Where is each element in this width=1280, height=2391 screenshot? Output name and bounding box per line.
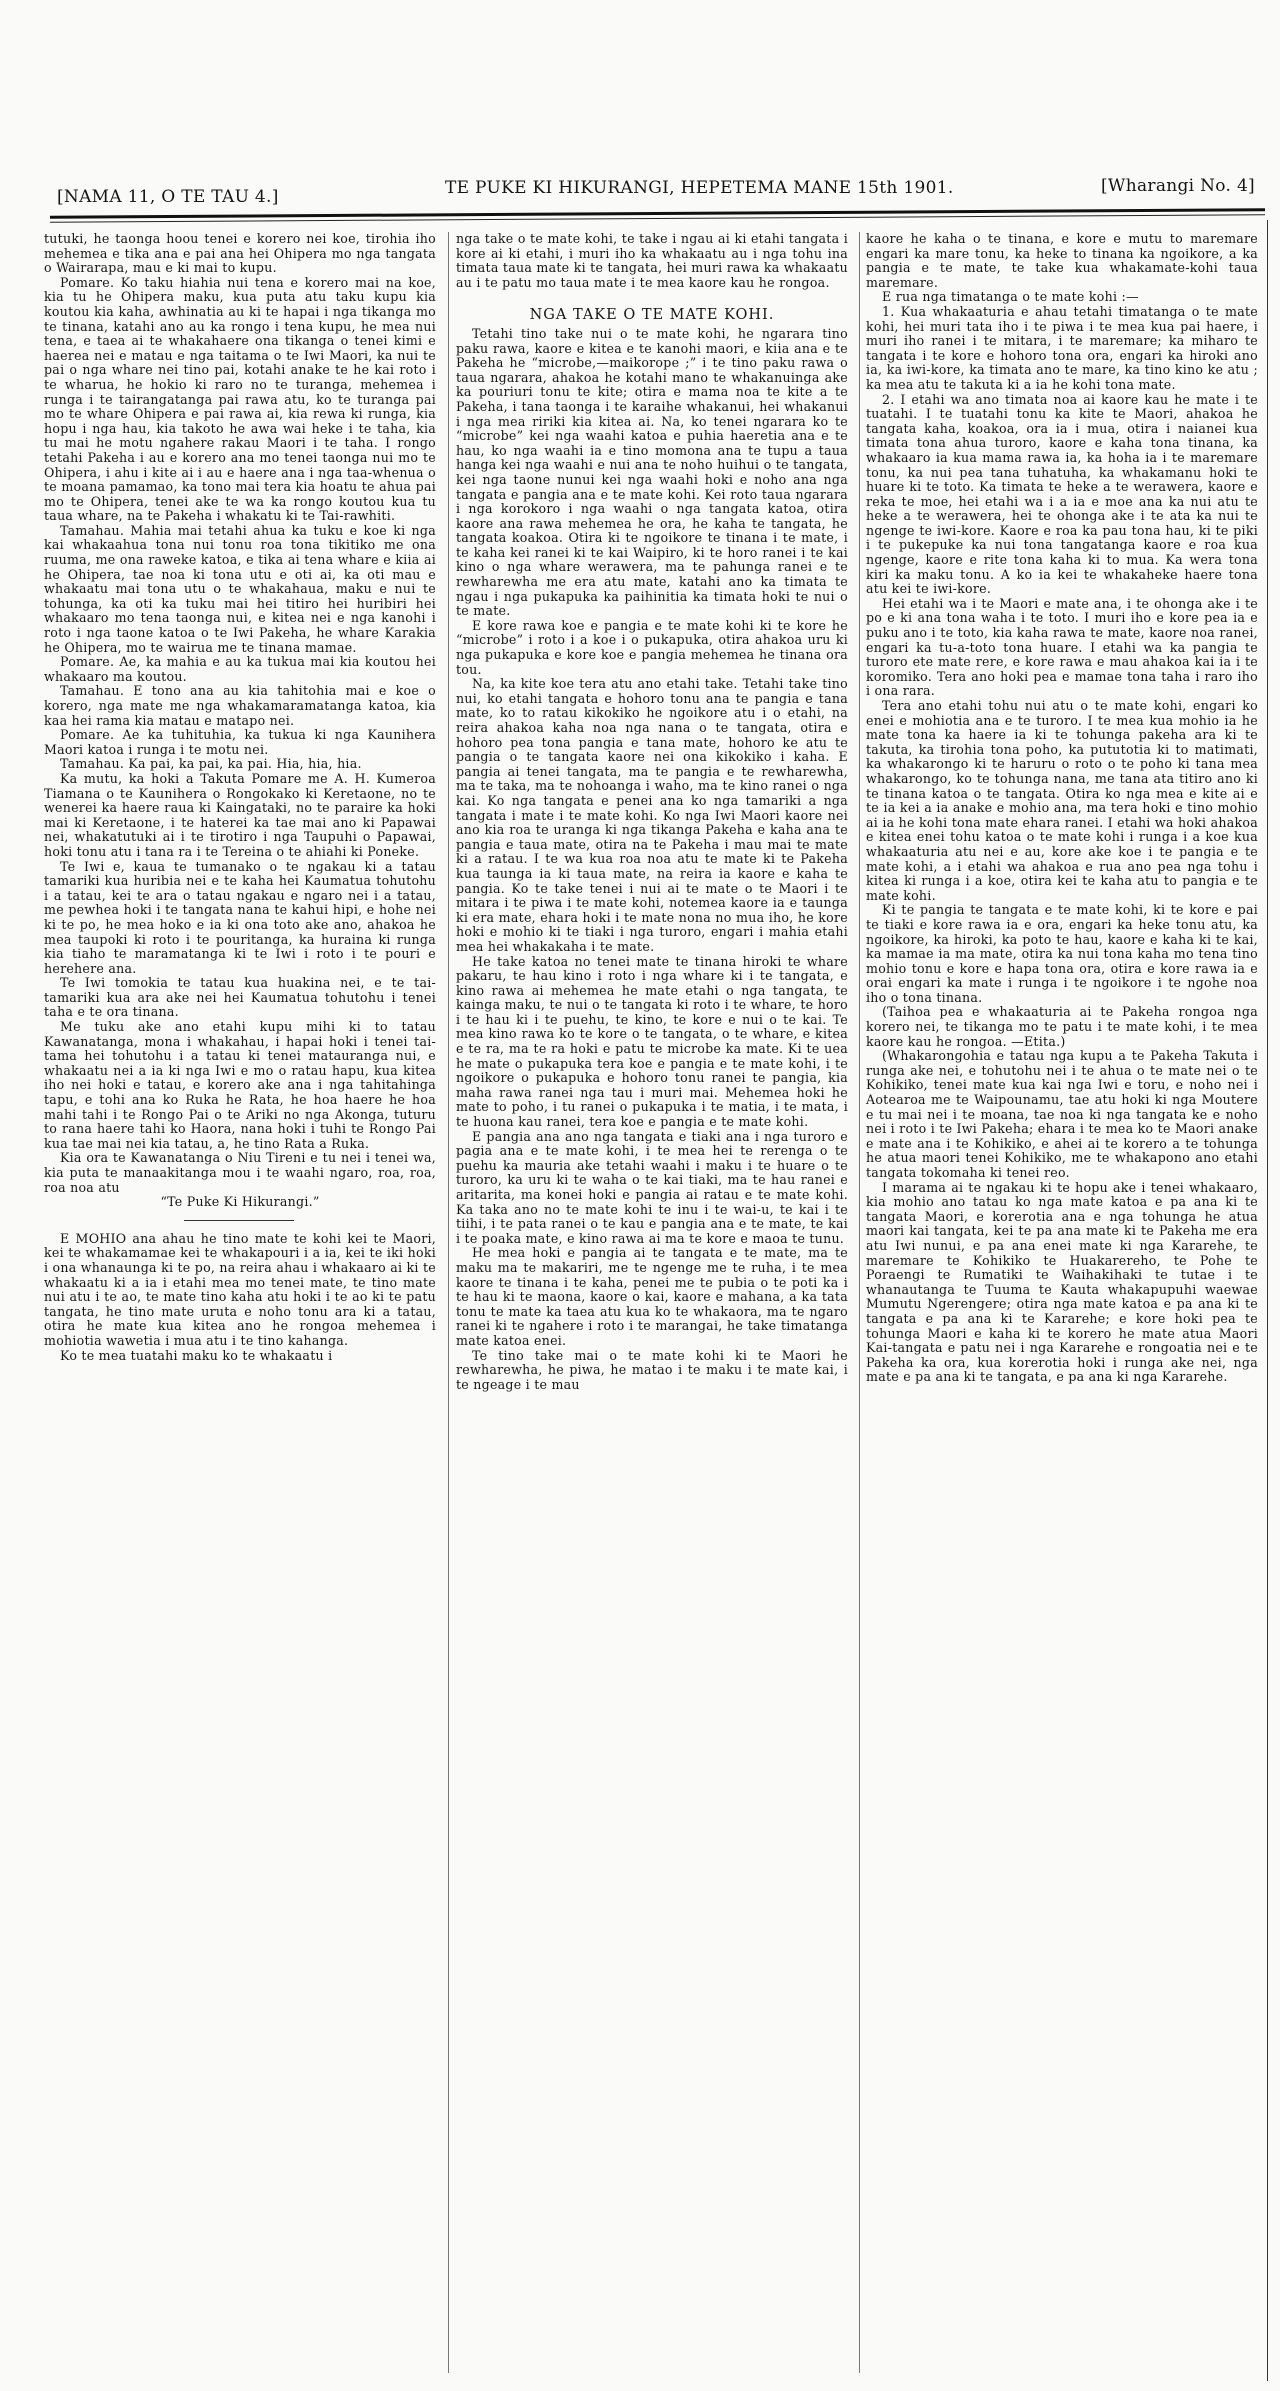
newspaper-title-date: TE PUKE KI HIKURANGI, HEPETEMA MANE 15th 1901. [445,178,954,198]
article-paragraph: Tamahau. Mahia mai tetahi ahua ka tuku e koe ki nga kai whakaahua tona nui tonu roa tona tikitiko me ona ruuma, me ona raweke katoa, e tika ai tena whare e kiia ai he Ohipera, tae noa ki tona utu e oti ai, ka oti mau e whakaatu mai tona utu o te whakahaua, maku e nui te tohunga, ka oti ka tuku mai hei titiro hei huribiri hei whakaaro mo tena taonga nui, e kitea nei e nga kanohi i roto i nga taone katoa o te Iwi Pakeha, he whare Karakia he Ohipera, mo te wairua me te tinana mamae. [44,522,436,655]
signature: “Te Puke Ki Hikurangi.” [160,1194,320,1210]
column-divider [859,232,860,2373]
masthead [45,178,1260,208]
article-paragraph: He take katoa no tenei mate te tinana hiroki te whare pakaru, te hau kino i roto i nga whare ki i te tangata, e kino rawa ai mehemea he mate etahi o nga tangata, te kainga maku, te nui o te tangata ki roto i te whare, te horo i te hau ki i te puehu, te kino, te kore e nui o te kai. Te mea kino rawa ko te kore o te tangata, o te whare, e kitea e te ra, ma te ra hoki e patu te microbe ka mate. Ki te uea he mate o pukapuka tera koe e pangia e te mate kohi, i te ngoikore o pukapuka e hohoro tonu ranei te pangia, kia maha rawa ranei nga tau i muri mai. Mehemea hoki he mate to poho, i tu ranei o pukapuka i te matia, i te mata, i te huona kau ranei, tera koe e pangia e te mate kohi. [456,953,848,1130]
article-paragraph: 2. I etahi wa ano timata noa ai kaore kau he mate i te tuatahi. I te tuatahi tonu ka kite te Maori, ahakoa he tangata kaha, koakoa, ora ia i mua, otira i naianei kua timata tona ahua turoro, kaore e kaha tona tinana, ka whakaaro ia kua mama rawa ia, ka hoha ia i te maremare tonu, ka nui pea tana tuhatuha, ka whakamanu hoki te huare ki te toto. Ka timata te heke a te werawera, kaore e reka te moe, hei etahi wa i a ia e moe ana ka nui atu te heke a te werawera, hei te ohonga ake i te ata ka nui te ngenge te iwi-kore. Kaore e roa ka pau tona hau, ki te piki i te pukepuke ka nui tona tangatanga kaore e roa kua ngenge, kaore e rite tona kaha ki to mua. Ka wera tona kiri ka maku tonu. A ko ia kei te whakaheke haere tona atu kei te iwi-kore. [866,391,1258,597]
article-paragraph: Te Iwi e, kaua te tumanako o te ngakau ki a tatau tamariki kua huribia nei e te kaha hei Kaumatua tohutohu i a tatau, kei te ara o tatau ngakau e ngaro nei i a tatau, me pewhea hoki i te tangata nana te kahui hipi, e hohe nei ki te po, he mea hoko e ia ki ona toto ake ano, ahakoa he mea taupoki ki roto i te pouritanga, ka huraina ki runga kia tiaho te maramatanga ki te Iwi i roto i te pouri e herehere ana. [44,858,436,976]
article-paragraph: Pomare. Ko taku hiahia nui tena e korero mai na koe, kia tu he Ohipera maku, kua puta atu taku kupu kia koutou kia kaha, awhinatia au ki te hapai i nga tikanga mo te tinana, katahi ano au ka rongo i tena kupu, he mea nui tena, e taea ai te whakahaere ona tikanga o tenei kimi e haerea nei e matau e nga taitama o te Iwi Maori, ka nui te pai o nga whare nei tino pai, kotahi anake te he kai roto i te wharua, he hokio ki raro no te turanga, mehemea i runga i te tairangatanga pai rawa atu, ko te turanga pai mo te whare Ohipera e pai rawa ai, kia rewa ki runga, kia hopu i nga hau, kia takoto he awa wai heke i te taha, kia tu mai he motu ngahere rakau Maori i te taha. I rongo tetahi Pakeha i au e korero ana mo tenei taonga nui mo te Ohipera, i ahu i kite ai i au e haere ana i nga taa-whenua o te moana pamamao, ka tono mai tera kia hoatu te ahua pai mo te Ohipera, tenei ake te wa ka rongo koutou kua tu taua whare, na te Pakeha i whakatu ki te Tai-rawhiti. [44,274,436,524]
issue-number: [NAMA 11, O TE TAU 4.] [57,187,279,207]
article-paragraph: E kore rawa koe e pangia e te mate kohi ki te kore he “microbe” i roto i a koe i o pukapuka, otira ahakoa uru ki nga pukapuka e kore koe e pangia mehemea he tinana ora tou. [456,617,848,677]
article-paragraph: 1. Kua whakaaturia e ahau tetahi timatanga o te mate kohi, hei muri tata iho i te piwa i te mea kua pai haere, i muri iho ranei i te mitara, i te maremare; ka miharo te tangata i te kore e hohoro tona ora, engari ka hiroki ano ia, ka iwi-kore, ka timata ano te mare, ka tino kino ke atu ; ka mea atu te takuta ki a ia he kohi tona mate. [866,303,1258,392]
article-paragraph: Te tino take mai o te mate kohi ki te Maori he rewharewha, he piwa, he matao i te maku i te mate kai, i te ngeage i te mau [456,1347,848,1392]
page-number: [Wharangi No. 4] [1101,176,1255,196]
article-paragraph: Tetahi tino take nui o te mate kohi, he ngarara tino paku rawa, kaore e kitea e te kanohi maori, e kiia ana e te Pakeha he “microbe,—maikorope ;” i te tino paku rawa o taua ngarara, ahakoa he kotahi mano te whakanuinga ake ka pouriuri tonu te kite; otira e mama noa te kite a te Pakeha, i tana taonga i te karaihe whakanui, hei whakanui i nga mea ririki kia kitea ai. Na, ko tenei ngarara ko te “microbe” kei nga waahi katoa e puhia haeretia ana e te hau, ko nga waahi ia e tino momona ana te tupu a taua hanga kei nga waahi e nui ana te noho huihui o te tangata, kei nga taone nunui kei nga waahi hoki e noho ana nga tangata e pangia ana e te mate kohi. Kei roto taua ngarara i nga korokoro i nga waahi o nga tangata katoa, otira kaore ana rawa mehemea he ora, he kaha te tangata, he tangata koakoa. Otira ki te ngoikore te tinana i te mate, i te kaha kei ranei ki te kai Waipiro, ki te horo ranei i te kai kino o nga whare werawera, ma te pahunga ranei e te rewharewha me era atu mate, katahi ano ka timata te ngau i nga pukapuka ka paihinitia ka timata hoki te nui o te mate. [456,325,848,619]
article-paragraph: E MOHIO ana ahau he tino mate te kohi kei te Maori, kei te whakamamae kei te whakapouri i a ia, kei te iki hoki i ona whanaunga ki te po, na reira ahau i whakaaro ai ki te whakaatu ki a ia i etahi mea mo tenei mate, te tino mate nui atu i te ao, te mate tino kaha atu hoki i te ao ki te patu tangata, he tino mate uruta e noho tonu ara ki a tatau, otira he mate kua kitea ano he rongoa mehemea i mohiotia wawetia i mua atu i te tino kahanga. [44,1230,436,1348]
article-paragraph: E rua nga timatanga o te mate kohi :— [882,289,1139,305]
article-paragraph: tutuki, he taonga hoou tenei e korero nei koe, tirohia iho mehemea e tika ana e pai ana hei Ohipera mo nga tangata o Wairarapa, mau e ki mai to kupu. [44,231,436,276]
article-paragraph: nga take o te mate kohi, te take i ngau ai ki etahi tangata i kore ai ki etahi, i muri iho ka whakaatu au i nga tohu ina timata taua mate ki te tangata, hei muri rawa ka whakaatu au i te patu mo taua mate i te mea kaore kau he rongoa. [456,231,848,290]
article-paragraph: Pomare. Ae, ka mahia e au ka tukua mai kia koutou hei whakaaro ma koutou. [44,654,436,684]
column-1 [44,232,436,1363]
article-paragraph: Ka mutu, ka hoki a Takuta Pomare me A. H. Kumeroa Tiamana o te Kaunihera o Rongokako ki Keretaone, no te wenerei ka haere raua ki Kaingataki, no te paraire ka hoki mai ki Keretaone, i te haterei ka tae mai ano ki Papawai nei, whakatutuki ai i te tirotiro i nga Taupuhi o Papawai, hoki tonu atu i tana ra i te Tereina o te ahiahi ki Poneke. [44,770,436,859]
article-paragraph: Na, ka kite koe tera atu ano etahi take. Tetahi take tino nui, ko etahi tangata e hohoro tonu ana te pangia e tana mate, ko to ratau kikokiko he ngoikore atu i o etahi, na reira ahakoa kaha noa nga nana o te tangata, otira e hohoro pea tona pangia e tana mate, hohoro ke atu te pangia o te tangata kaore nei ona kikokiko i kaha. E pangia ai tenei tangata, ma te pangia e te rewharewha, ma te taka, ma te nohoanga i waho, ma te kino ranei o nga kai. Ko nga tangata e penei ana ko nga tamariki a nga tangata i mate i te mate kohi. Ko nga Iwi Maori kaore nei ano kia roa te uranga ki nga tikanga Pakeha e kaha ana te pangia e taua mate, otira na te Pakeha i mau mai te mate ki a ratau. I te wa kua roa noa atu te mate ki te Pakeha kua taunga ia ki taua mate, na reira ia kaore e kaha te pangia. Ko te take tenei i nui ai te mate o te Maori i te mitara i te piwa i te mate kohi, notemea kaore ia e taunga ki era mate, ehara hoki i te mate nona no mua iho, he kore hoki e mohio ki te tiaki i nga turoro, engari i mahia etahi mea hei whakakaha i te mate. [456,676,848,954]
article-paragraph: (Whakarongohia e tatau nga kupu a te Pakeha Takuta i runga ake nei, e tohutohu nei i te ahua o te mate nei o te Kohikiko, tenei mate kua kai nga Iwi e toru, e noho nei i Aotearoa me te Waipounamu, tae atu hoki ki nga Moutere e tu mai nei i te moana, tae noa ki nga tangata ke e noho nei i roto i te Iwi Pakeha; ehara i te mea ko te Maori anake e mate ana i te Kohikiko, e ahei ai te korero a te tohunga he atua maori tenei Kohikiko, me te whakapono ano etahi tangata tokomaha ki tenei reo. [866,1048,1258,1180]
article-paragraph: Te Iwi tomokia te tatau kua huakina nei, e te tai-tamariki kua ara ake nei hei Kaumatua tohutohu i tenei taha e te ora tinana. [44,975,436,1020]
page-edge-rule [1267,220,1268,2381]
article-paragraph: I marama ai te ngakau ki te hopu ake i tenei whakaaro, kia mohio ano tatau ko nga mate katoa e pa ana ki te tangata Maori, e korerotia ana e nga tohunga he atua maori kai tangata, kei te pa ana mate ki te Pakeha me era atu Iwi nunui, e pa ana enei mate ki nga Kararehe, te maremare te Kohikiko te Huakarereho, te Pohe te Poraengi te Rumatiki te Waihakihaki te tutae i te whanautanga te Tuuma te Kauta whakapupuhi waewae Mumutu Ngerengere; otira nga mate katoa e pa ana ki te tangata e pa ana ki te Kararehe; e kore hoki pea te tohunga Maori e kaha ki te korero he mate atua Maori Kai-tangata e patu nei i nga Kararehe e rongoatia nei e te Pakeha ka ora, kua korerotia hoki i runga ake nei, nga mate e pa ana ki te tangata, e pa ana ki nga Kararehe. [866,1179,1258,1385]
column-divider [448,232,449,2373]
article-paragraph: Tamahau. E tono ana au kia tahitohia mai e koe o korero, nga mate me nga whakamaramatanga katoa, kia kaa hei rama kia matau e matapo nei. [44,683,436,728]
article-paragraph: Hei etahi wa i te Maori e mate ana, i te ohonga ake i te po e ki ana tona waha i te toto. I muri iho e kore pea ia e puku ano i te toto, kia kaha rawa te mate, kaore noa ranei, engari ka tu-a-toto tona huare. I etahi wa ka pangia te turoro ete mate rere, e kore rawa e mau ahakoa kai ia i te koromiko. Tera ano hoki pea e mamae tona taha i raro iho i ona rara. [866,595,1258,699]
article-paragraph: Tera ano etahi tohu nui atu o te mate kohi, engari ko enei e mohiotia ana e te turoro. I te mea kua mohio ia he mate tona ka haere ia ki te tohunga pakeha ara ki te takuta, ka tirohia tona poho, ka pututotia ki to matimati, ka whakarongo ki te haruru o roto o te poho ki tana mea whakarongo, ko te tohunga nana, me tana ata titiro ano ki te tinana katoa o te tangata. Otira ko nga mea e kite ai e te ia kei a ia anake e mohio ana, ma tera hoki e tino mohio ai ia he kohi tona mate ehara ranei. I etahi wa hoki ahakoa e kitea enei tohu katoa o te mate kohi i runga i a koe kua whakaaturia atu nei e au, kore ake koe i te pangia e te mate kohi, a i etahi wa ahakoa e rua ano pea nga tohu i kitea ki runga i a koe, otira kei te kaha atu to pangia e te mate kohi. [866,698,1258,903]
article-paragraph: (Taihoa pea e whakaaturia ai te Pakeha rongoa nga korero nei, te tikanga mo te patu i te mate kohi, i te mea kaore kau he rongoa. —Etita.) [866,1004,1258,1049]
article-paragraph: Ko te mea tuatahi maku ko te whakaatu i [60,1347,333,1363]
article-paragraph: Pomare. Ae ka tuhituhia, ka tukua ki nga Kaunihera Maori katoa i runga i te motu nei. [44,727,436,757]
article-paragraph: Me tuku ake ano etahi kupu mihi ki to tatau Kawanatanga, mona i whakahau, i hapai hoki i tenei tai-tama hei tohutohu i a tatau ki tenei matauranga nui, e whakaatu nei a ia ki nga Iwi e mo o ratau hapu, kua kitea iho nei hoki e tatau, e korero ake ana i nga tahitahinga tapu, e tohi ana ko Ruka he Rata, he hoa haere he hoa mahi tahi i te Rongo Pai o te Ariki no nga Akonga, tuturu to rana haere tahi ko Haora, nana hoki i tuhi te Rongo Pai kua tae mai nei kia tatau, a, he tino Rata a Ruka. [44,1019,436,1151]
article-paragraph: E pangia ana ano nga tangata e tiaki ana i nga turoro e pagia ana e te mate kohi, i te mea hei te rerenga o te puehu ka mauria ake tetahi waahi i maku i te huare o te turoro, ka uru ki te waha o te kai tiaki, ma te hau ranei e aritarita, ma konei hoki e pangia ai ratau e te mate kohi. Ka taka ano no te mate kohi te inu i te wai-u, te kai i te tiihi, i te pata ranei o te kau e pangia ana e te mate, te kai i te poaka mate, e kino rawa ai ma te kore e maoa te tunu. [456,1128,848,1246]
column-2 [456,232,848,1392]
article-paragraph: Ki te pangia te tangata e te mate kohi, ki te kore e pai te tiaki e kore rawa ia e ora, engari ka heke tonu atu, ka ngoikore, ka hiroki, ka poto te hau, kaore e kaha ki te kai, ka mamae ia ma mate, otira ka nui tona kaha mo tena tino mohio tonu e kore e hapa tona ora, otira e kore rawa ia e orai engari ka mate i runga i te ngoikore i te ngohe noa iho o tona tinana. [866,902,1258,1005]
article-paragraph: He mea hoki e pangia ai te tangata e te mate, ma te maku ma te makariri, me te ngenge me te ruha, i te mea kaore te tinana i te kaha, penei me te pubia o te poti ka i te hau ki te maona, kaore o kai, kaore e mahana, a ka tata tonu te mate ka taea atu kua ko te whakaora, ma te ngaro ranei ki te ngahere i roto i te marangai, he take timatanga mate katoa enei. [456,1245,848,1348]
article-paragraph: kaore he kaha o te tinana, e kore e mutu to maremare engari ka mare tonu, ka heke to tinana ka ngoikore, a ka pangia e te mate, te take kua whakamate-kohi taua maremare. [866,231,1258,290]
article-paragraph: Kia ora te Kawanatanga o Niu Tireni e tu nei i tenei wa, kia puta te manaakitanga mou i te waahi ngaro, roa, roa, roa noa atu [44,1150,436,1195]
column-3 [866,232,1258,1385]
section-heading: NGA TAKE O TE MATE KOHI. [529,307,775,324]
article-paragraph: Tamahau. Ka pai, ka pai, ka pai. Hia, hia, hia. [60,756,362,772]
